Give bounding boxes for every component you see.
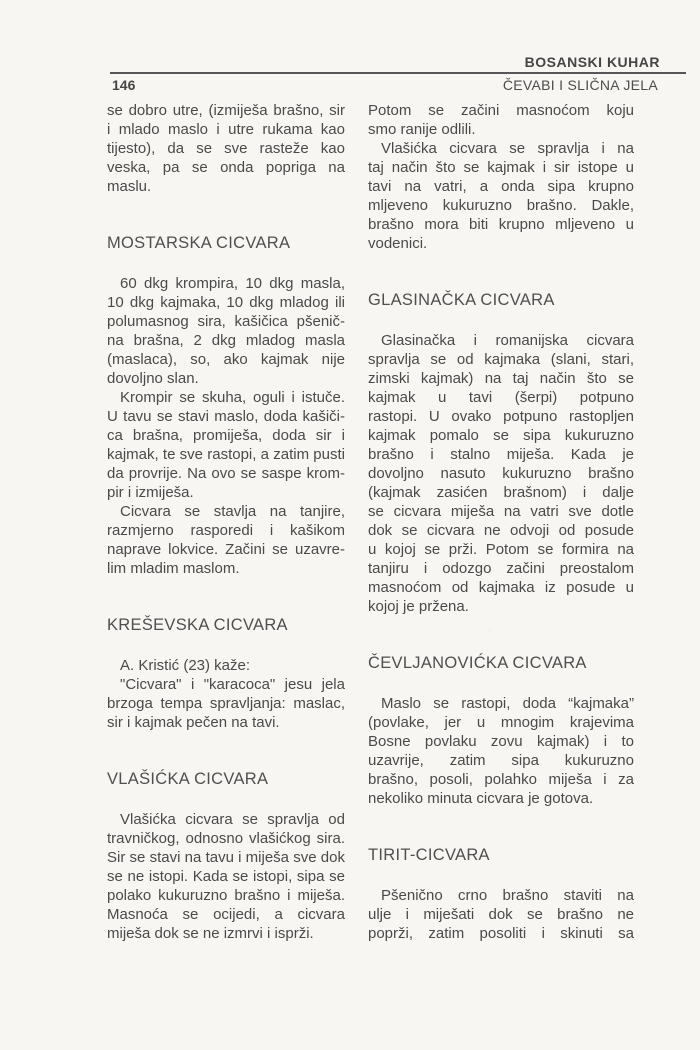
- text-line: Vlašićka cicvara se spravlja od: [120, 811, 345, 828]
- text-line: Cicvara se stavlja na tanjire,: [120, 503, 345, 520]
- text-line: se ne istopi. Kada se istopi, sipa se: [107, 868, 345, 885]
- text-line: dovoljno slan.: [107, 370, 199, 387]
- text-line: se dobro utre, (izmiješa brašno, sir: [107, 102, 345, 119]
- text-line: spravlja se od kajmaka (slani, stari,: [368, 351, 634, 368]
- paragraph: [107, 502, 345, 578]
- left-column: [107, 101, 345, 943]
- text-line: tijesto), da se sve rasteže kao: [107, 140, 345, 157]
- text-line: lim mladim maslom.: [107, 560, 240, 577]
- text-line: brašno mora biti krupno mljeveno u: [368, 216, 634, 233]
- text-line: polako kukuruzno brašno i miješa.: [107, 887, 345, 904]
- text-line: (maslaca), so, ako kajmak nije: [107, 351, 345, 368]
- text-line: Maslo se rastopi, doda “kajmaka”: [381, 695, 634, 712]
- text-line: sir i kajmak pečen na tavi.: [107, 714, 280, 731]
- text-line: polumasnog sira, kašičica pšenič-: [107, 313, 345, 330]
- book-title: BOSANSKI KUHAR: [524, 54, 660, 70]
- text-line: da provrije. Na ovo se saspe krom-: [107, 465, 345, 482]
- text-line: ulje i miješati dok se brašno ne: [368, 906, 634, 923]
- text-line: (povlake, jer u mnogim krajevima: [368, 714, 634, 731]
- text-line: miješa dok se ne izmrvi i isprži.: [107, 925, 314, 942]
- paragraph: [107, 388, 345, 502]
- text-line: (kajmak zasićen brašnom) i dalje: [368, 484, 634, 501]
- text-line: Glasinačka i romanijska cicvara: [381, 332, 634, 349]
- text-line: pir i izmiješa.: [107, 484, 194, 501]
- text-line: travničkog, odnosno vlašićkog sira.: [107, 830, 345, 847]
- text-line: 10 dkg kajmaka, 10 dkg mladog ili: [107, 294, 345, 311]
- text-line: kojoj je pržena.: [368, 598, 469, 615]
- recipe-heading: VLAŠIĆKA CICVARA: [107, 770, 269, 788]
- recipe-heading: KREŠEVSKA CICVARA: [107, 616, 288, 634]
- text-line: Masnoća se ocijedi, a cicvara: [107, 906, 345, 923]
- text-line: Krompir se skuha, oguli i istuče.: [120, 389, 345, 406]
- paragraph: [107, 101, 345, 196]
- text-line: nekoliko minuta cicvara je gotova.: [368, 790, 594, 807]
- text-line: brzoga tempa spravljanja: maslac,: [107, 695, 345, 712]
- text-line: kajmak u tavi (šerpi) potpuno: [368, 389, 634, 406]
- text-line: tavi na vatri, a onda sipa krupno: [368, 178, 634, 195]
- text-line: 60 dkg krompira, 10 dkg masla,: [120, 275, 345, 292]
- text-line: vodenici.: [368, 235, 428, 252]
- recipe-heading: ČEVLJANOVIĆKA CICVARA: [368, 654, 587, 672]
- text-line: naprave lokvice. Začini se uzavre-: [107, 541, 345, 558]
- text-line: U tavu se stavi maslo, doda kašiči-: [107, 408, 345, 425]
- paragraph: [107, 274, 345, 388]
- paragraph: [368, 139, 634, 253]
- paragraph: [368, 101, 634, 139]
- text-line: Pšenično crno brašno staviti na: [381, 887, 634, 904]
- header-rule: [110, 72, 686, 74]
- text-line: maslu.: [107, 178, 152, 195]
- text-line: Bosne povlaku zovu kajmak) i to: [368, 733, 634, 750]
- text-line: kajmak pomalo se sipa kukuruzno: [368, 427, 634, 444]
- text-line: tanjiru i odozgo začini preostalom: [368, 560, 634, 577]
- text-line: u kojoj se prži. Potom se formira na: [368, 541, 634, 558]
- text-line: veska, pa se onda popriga na: [107, 159, 345, 176]
- text-line: kajmak, te sve rastopi, a zatim pusti: [107, 446, 345, 463]
- paragraph: [368, 331, 634, 616]
- text-line: razmjerno rasporedi i kašikom: [107, 522, 345, 539]
- paragraph: [368, 886, 634, 943]
- text-line: brašno, posoli, polahko miješa i za: [368, 771, 634, 788]
- right-column: [368, 101, 634, 943]
- text-line: Vlašićka cicvara se spravlja i na: [381, 140, 634, 157]
- text-line: ca brašna, promiješa, doda sir i: [107, 427, 345, 444]
- text-line: na brašna, 2 dkg mladog masla: [107, 332, 345, 349]
- text-line: dok se cicvara ne odvoji od posude: [368, 522, 634, 539]
- text-line: poprži, zatim posoliti i skinuti sa: [368, 925, 634, 942]
- text-line: uzavrije, zatim sipa kukuruzno: [368, 752, 634, 769]
- text-line: mljeveno kukuruzno brašno. Dakle,: [368, 197, 634, 214]
- text-line: se cicvara miješa na vatri sve dotle: [368, 503, 634, 520]
- page-number: 146: [112, 77, 136, 93]
- paragraph: [107, 810, 345, 943]
- text-line: rastopi. U ovako potpuno rastopljen: [368, 408, 634, 425]
- text-line: Sir se stavi na tavu i miješa sve dok: [107, 849, 345, 866]
- recipe-heading: GLASINAČKA CICVARA: [368, 291, 555, 309]
- paragraph: [107, 675, 345, 732]
- text-line: "Cicvara" i "karacoca" jesu jela: [120, 676, 345, 693]
- chapter-title: ČEVABI I SLIČNA JELA: [502, 77, 658, 93]
- text-line: Potom se začini masnoćom koju: [368, 102, 634, 119]
- text-line: A. Kristić (23) kaže:: [120, 657, 251, 674]
- text-line: taj način što se kajmak i sir istope u: [368, 159, 634, 176]
- text-line: smo ranije odlili.: [368, 121, 476, 138]
- text-line: dovoljno nasuto kukuruzno brašno: [368, 465, 634, 482]
- recipe-heading: MOSTARSKA CICVARA: [107, 234, 291, 252]
- text-line: i mlado maslo i utre rukama kao: [107, 121, 345, 138]
- text-line: brašno i stalno miješa. Kada je: [368, 446, 634, 463]
- paragraph: [107, 656, 345, 675]
- text-line: masnoćom od kajmaka iz posude u: [368, 579, 634, 596]
- paragraph: [368, 694, 634, 808]
- recipe-heading: TIRIT-CICVARA: [368, 846, 490, 864]
- text-line: zimski kajmak) na taj način što se: [368, 370, 634, 387]
